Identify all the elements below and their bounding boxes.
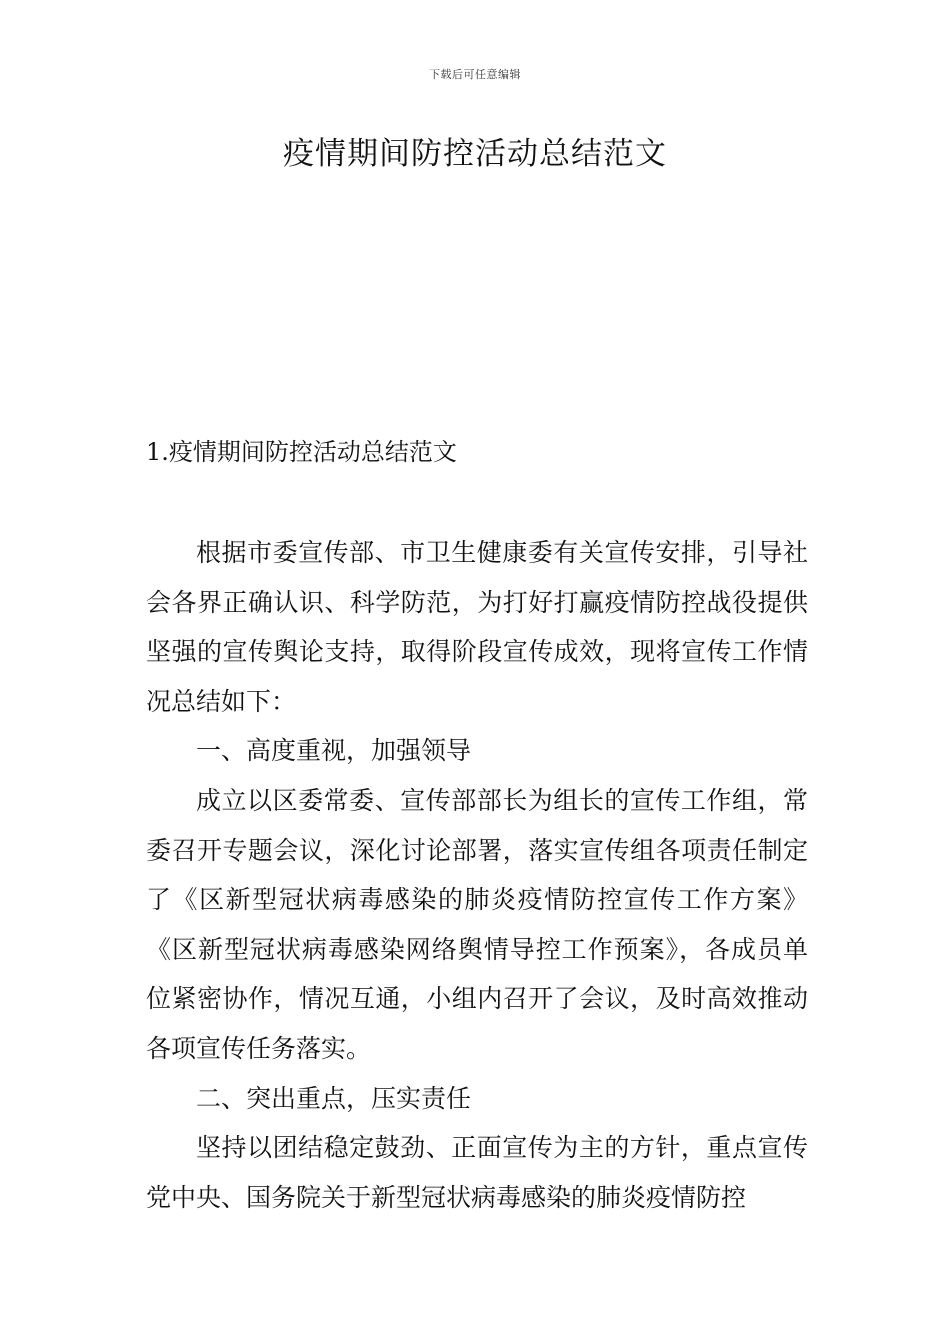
subheading-one: 一、高度重视，加强领导 — [196, 736, 472, 766]
paragraph-intro: 根据市委宣传部、市卫生健康委有关宣传安排，引导社会各界正确认识、科学防范，为打好打赢疫情防控战役提供坚强的宣传舆论支持，取得阶段宣传成效，现将宣传工作情况总结如下： — [146, 538, 808, 716]
subheading-two: 二、突出重点，压实责任 — [196, 1083, 472, 1113]
section-heading: 1.疫情期间防控活动总结范文 — [146, 438, 457, 466]
document-body — [146, 528, 808, 1222]
header-note: 下载后可任意编辑 — [429, 68, 521, 81]
paragraph-focus: 坚持以团结稳定鼓劲、正面宣传为主的方针，重点宣传党中央、国务院关于新型冠状病毒感染的肺炎疫情防控 — [146, 1133, 808, 1212]
document-title: 疫情期间防控活动总结范文 — [283, 136, 667, 172]
paragraph-leadership: 成立以区委常委、宣传部部长为组长的宣传工作组，常委召开专题会议，深化讨论部署，落实宣传组各项责任制定了《区新型冠状病毒感染的肺炎疫情防控宣传工作方案》《区新型冠状病毒感染网络舆情导控工作预案》，各成员单位紧密协作，情况互通，小组内召开了会议，及时高效推动各项宣传任务落实。 — [146, 785, 808, 1063]
